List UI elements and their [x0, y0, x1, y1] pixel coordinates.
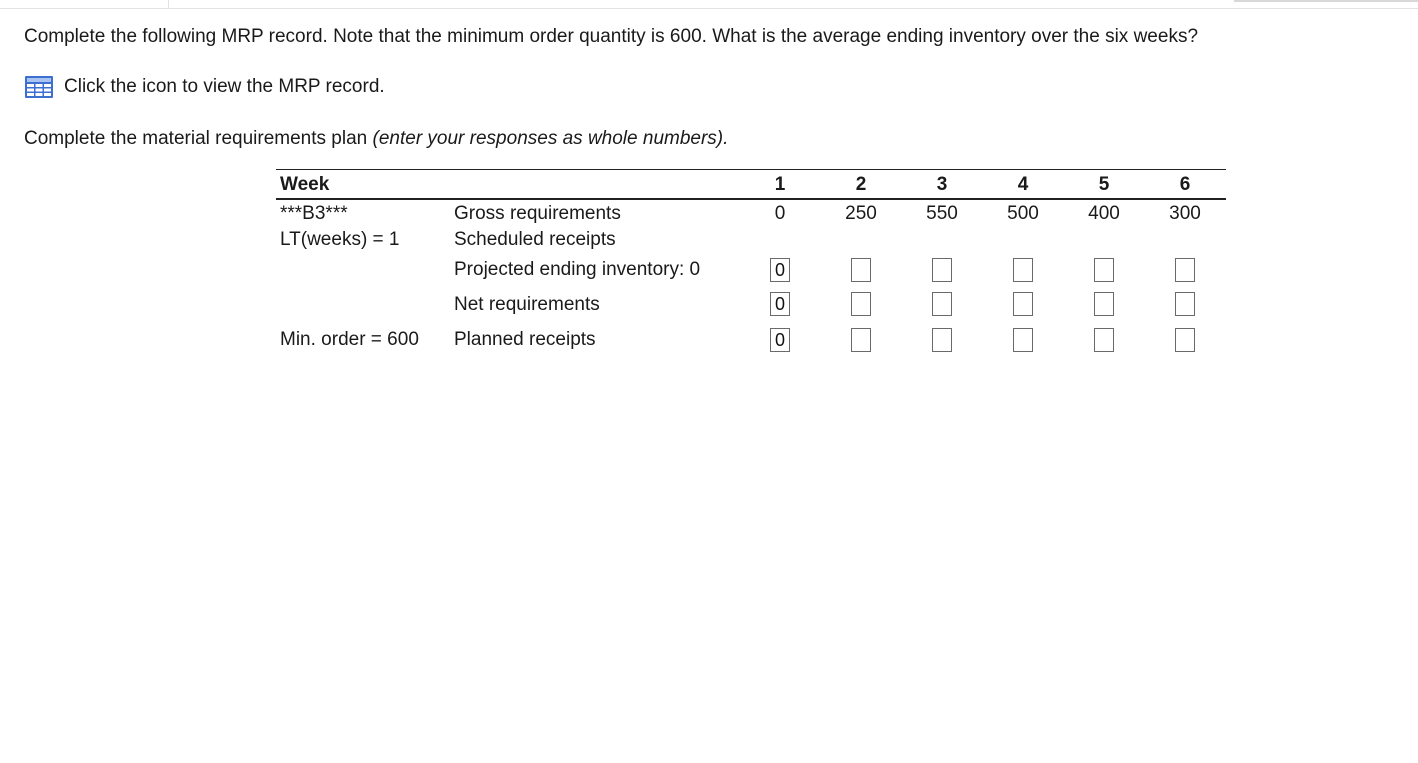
top-divider: [0, 8, 1418, 9]
planned-receipts-label: Planned receipts: [454, 329, 596, 350]
planned-receipts-week-1-input[interactable]: [770, 328, 790, 352]
net-requirements-week-1-input[interactable]: [770, 292, 790, 316]
net-requirements-week-4-input[interactable]: [1013, 292, 1033, 316]
table-grid-icon[interactable]: [24, 75, 54, 99]
instructions: [24, 128, 728, 150]
week-3-header: 3: [936, 174, 948, 195]
planned-receipts-week-4-input[interactable]: [1013, 328, 1033, 352]
view-mrp-record-link[interactable]: [24, 75, 385, 99]
question-text: Complete the following MRP record. Note that the minimum order quantity is 600. What is the average ending inventory over the six weeks?: [24, 26, 1199, 47]
projected-inventory-week-3-input[interactable]: [932, 258, 952, 282]
projected-inventory-week-2-input[interactable]: [851, 258, 871, 282]
week-header: Week: [280, 174, 330, 195]
week-2-header: 2: [855, 174, 867, 195]
projected-inventory-label: Projected ending inventory: 0: [454, 259, 701, 280]
planned-receipts-week-2-input[interactable]: [851, 328, 871, 352]
planned-receipts-week-5-input[interactable]: [1094, 328, 1114, 352]
week-1-header: 1: [774, 174, 786, 195]
week-6-header: 6: [1179, 174, 1191, 195]
table-top-rule: [276, 169, 1226, 170]
lead-time-label: LT(weeks) = 1: [280, 229, 400, 250]
item-label: ***B3***: [280, 203, 348, 224]
instructions-emphasis: (enter your responses as whole numbers).: [372, 128, 729, 149]
net-requirements-week-5-input[interactable]: [1094, 292, 1114, 316]
week-5-header: 5: [1098, 174, 1110, 195]
top-right-divider: [1234, 0, 1418, 2]
min-order-label: Min. order = 600: [280, 329, 419, 350]
gross-requirements-label: Gross requirements: [454, 203, 621, 224]
projected-inventory-week-1-input[interactable]: [770, 258, 790, 282]
net-requirements-week-3-input[interactable]: [932, 292, 952, 316]
scheduled-receipts-label: Scheduled receipts: [454, 229, 616, 250]
top-divider-tick: [168, 0, 169, 9]
gross-week-4: 500: [1007, 203, 1039, 224]
projected-inventory-week-6-input[interactable]: [1175, 258, 1195, 282]
instructions-text: Complete the material requirements plan: [24, 128, 373, 149]
view-mrp-record-label[interactable]: Click the icon to view the MRP record.: [64, 76, 385, 97]
gross-week-1: 0: [774, 203, 786, 224]
projected-inventory-week-4-input[interactable]: [1013, 258, 1033, 282]
planned-receipts-week-6-input[interactable]: [1175, 328, 1195, 352]
gross-week-5: 400: [1088, 203, 1120, 224]
projected-inventory-week-5-input[interactable]: [1094, 258, 1114, 282]
gross-week-3: 550: [926, 203, 958, 224]
gross-week-6: 300: [1169, 203, 1201, 224]
table-header-rule: [276, 198, 1226, 200]
gross-week-2: 250: [845, 203, 877, 224]
net-requirements-label: Net requirements: [454, 294, 600, 315]
net-requirements-week-6-input[interactable]: [1175, 292, 1195, 316]
planned-receipts-week-3-input[interactable]: [932, 328, 952, 352]
net-requirements-week-2-input[interactable]: [851, 292, 871, 316]
week-4-header: 4: [1017, 174, 1029, 195]
